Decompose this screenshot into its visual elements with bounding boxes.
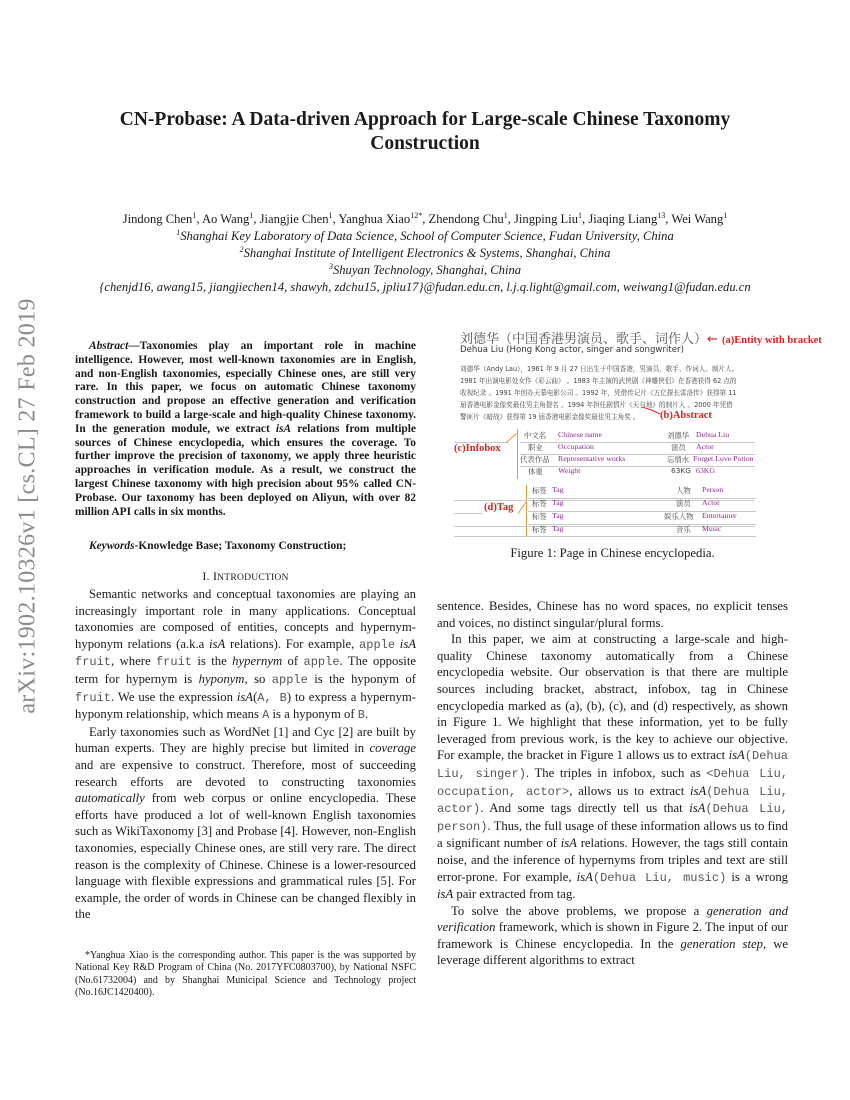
intro-left-column	[75, 586, 416, 923]
paragraph: sentence. Besides, Chinese has no word spaces, no explicit tenses and voices, no distinct singular/plural forms.	[437, 599, 788, 630]
author-list: Jindong Chen$^1$, Ao Wang$^1$, Jiangjie Chen$^1$, Yanghua Xiao$^{12*}$, Zhendong Chu$^1$, Jingping Liu$^1$, Jiaqing Liang$^{13}$, Wei Wang$^1$	[122, 211, 728, 226]
tag-row: 标签 Tag 音乐 Music	[532, 524, 722, 534]
affiliation-text: Shanghai Key Laboratory of Data Science, School of Computer Science, Fudan University, China	[180, 229, 674, 243]
author-affil-sup: 1	[578, 211, 583, 220]
label-d: (d)Tag	[484, 502, 514, 513]
paper-title	[60, 108, 790, 156]
affil-sup: 2	[239, 245, 244, 254]
label-b: (b)Abstract	[660, 410, 712, 421]
author: Zhendong Chu	[428, 212, 504, 226]
paragraph: In this paper, we aim at constructing a large-scale and high-quality Chinese taxonomy automatically from a Chinese encyclopedia website. Our observation is that there are multiple sources including bracket, abstract, infobox, tag in Chinese encyclopedia marked as (a), (b), (c), and (d) respectively, as shown in Figure 1. We highlight that these information, yet to be fully leveraged from previous work, is the key to achieve our objective. For example, the bracket in Figure 1 allows us to extract isA(Dehua Liu, singer). The triples in infobox, such as <Dehua Liu, occupation, actor>, allows us to extract isA(Dehua Liu, actor). And some tags directly tell us that isA(Dehua Liu, person). Thus, the full usage of these information allows us to find a significant number of isA relations. However, the tags still contain noise, and the inference of hypernyms from triples and text are still error-prone. For example, isA(Dehua Liu, music) is a wrong isA pair extracted from tag.	[437, 632, 789, 902]
abstract-line: 警匪片《暗战》获得第 19 届香港电影金像奖最佳男主角奖 。	[460, 413, 640, 421]
infobox-row: 职业 Occupation 演员 Actor	[528, 442, 714, 452]
title-line-2: Construction	[370, 133, 480, 154]
title-line-1: CN-Probase: A Data-driven Approach for Large-scale Chinese Taxonomy	[119, 109, 731, 130]
author: Jingping Liu	[514, 212, 579, 226]
abstract	[75, 340, 416, 519]
author-emails: {chenjd16, awang15, jiangjiechen14, shawyh, zdchu15, jpliu17}@fudan.edu.cn, l.j.q.light@gmail.com, weiwang1@fudan.edu.cn	[99, 280, 751, 294]
abstract-label: Abstract	[89, 340, 129, 352]
author-affil-sup: 1	[192, 211, 197, 220]
paragraph: Early taxonomies such as WordNet [1] and Cyc [2] are built by human experts. They are highly precise but limited in coverage and are expensive to construct. Therefore, most of succeeding research efforts are devoted to constructing taxonomies automatically from web corpus or online encyclopedia. These efforts have produced a lot of well-known English taxonomies such as WikiTaxonomy [3] and Probase [4]. However, non-English taxonomies, especially Chinese ones, are still very rare. The direct reason is the complexity of Chinese. Chinese is a lower-resourced language with flexible expressions and grammatical rules [5]. For example, the order of words in Chinese can be changed flexibly in the	[75, 724, 416, 922]
abstract-line: 刘德华（Andy Lau），1961 年 9 月 27 日出生于中国香港，男演员、歌手、作词人、制片人。	[460, 365, 739, 373]
author-block	[20, 211, 830, 296]
abstract-line: 届香港电影金像奖最佳男主角提名 。1994 年担任剧情片《天与地》的制片人 。2000 年凭借	[460, 401, 733, 409]
arrow-icon	[640, 406, 662, 416]
entity-en: Dehua Liu (Hong Kong actor, singer and songwriter)	[460, 345, 684, 355]
isa-term: isA	[275, 422, 292, 435]
author-affil-sup: 1	[723, 211, 728, 220]
label-a: (a)Entity with bracket	[722, 335, 822, 346]
infobox-row: 体重 Weight 63KG 63KG	[528, 466, 716, 476]
author: Wei Wang	[671, 212, 724, 226]
author-affil-sup: 1	[328, 211, 333, 220]
paragraph: Semantic networks and conceptual taxonomies are playing an increasingly important role in many applications. Conceptual taxonomies are composed of entities, concepts and hypernym-hyponym relations (a.k.a isA relations). For example, apple isA fruit, where fruit is the hypernym of apple. The opposite term for hypernym is hyponym, so apple is the hyponym of fruit. We use the expression isA(A, B) to express a hypernym-hyponym relationship, which means A is a hyponym of B.	[75, 587, 417, 723]
affiliation-text: Shanghai Institute of Intelligent Electronics & Systems, Shanghai, China	[243, 246, 611, 260]
arrow-left-icon: ←	[707, 332, 723, 347]
tag-row: 标签 Tag 演员 Actor	[532, 498, 720, 508]
abstract-line: 收视纪录 。1991 年创办天幕电影公司 。1992 年，凭借传记片《五亿探长雷洛传》获得第 11	[460, 389, 737, 397]
affil-sup: 1	[176, 228, 181, 237]
label-c: (c)Infobox	[454, 443, 501, 454]
infobox-row: 中文名 Chinese name 刘德华 Dehua Liu	[524, 430, 730, 440]
author: Yanghua Xiao	[338, 212, 411, 226]
author-affil-sup: 12*	[410, 211, 423, 220]
arxiv-stamp	[2, 296, 54, 716]
affiliation-text: Shuyan Technology, Shanghai, China	[332, 263, 522, 277]
affiliation-2	[20, 245, 830, 262]
author-affil-sup: 1	[249, 211, 254, 220]
abstract-line: 1981 年出演电影处女作《彩云曲》 。1983 年主演的武侠剧《神雕侠侣》在香港获得 62 点的	[460, 377, 737, 385]
keywords-label: Keywords	[89, 540, 135, 552]
author: Jiangjie Chen	[259, 212, 329, 226]
footnote: *Yanghua Xiao is the corresponding author. This paper is the was supported by National Key R&D Program of China (No. 2017YFC0803700), by National NSFC (No.61732004) and by Shanghai Municipal Science and Technology project (No.16JC1420400).	[75, 950, 416, 999]
abstract-text: —Taxonomies play an important role in machine intelligence. However, most well-known taxonomies are in English, and non-English taxonomies, especially Chinese ones, are still very rare. In this paper, we focus on automatic Chinese taxonomy construction and propose an effective generation and verification framework to build a large-scale and high-quality Chinese taxonomy. In the generation module, we extract	[75, 340, 416, 435]
affil-sup: 3	[328, 262, 333, 271]
author-affil-sup: 13	[657, 211, 666, 220]
section-initial: I	[212, 569, 218, 583]
author-affil-sup: 1	[503, 211, 508, 220]
tag-row: 标签 Tag 人物 Person	[532, 485, 724, 495]
intro-right-column	[437, 598, 788, 969]
figure-1	[440, 328, 822, 538]
paragraph: To solve the above problems, we propose a generation and verification framework, which is shown in Figure 2. The input of our framework is Chinese encyclopedia. In the generation step, we leverage different algorithms to extract	[437, 903, 788, 968]
tag-row: 标签 Tag 娱乐人物 Entertainer	[532, 511, 737, 521]
affiliation-3	[20, 262, 830, 279]
abstract-text-cont: relations from multiple sources of Chinese encyclopedia, which ensures the coverage. To further improve the precision of taxonomy, we apply three heuristic approaches in verification module. As a result, we construct the largest Chinese taxonomy with high precision about 95% called CN-Probase. Our taxonomy has been deployed on Aliyun, with over 82 million API calls in six months.	[75, 422, 416, 518]
affiliation-1	[20, 228, 830, 245]
section-heading-introduction	[75, 569, 416, 584]
keywords	[75, 540, 416, 552]
figure-abstract	[460, 363, 760, 423]
infobox-row: 代表作品 Representative works 忘情水 Forget Love Potion	[520, 454, 754, 464]
arxiv-stamp-text: arXiv:1902.10326v1 [cs.CL] 27 Feb 2019	[14, 298, 41, 714]
author: Ao Wang	[201, 212, 250, 226]
author: Jindong Chen	[122, 212, 193, 226]
author: Jiaqing Liang	[588, 212, 658, 226]
section-number: I.	[202, 569, 213, 583]
section-smallcaps: NTRODUCTION	[217, 572, 289, 583]
keywords-text: -Knowledge Base; Taxonomy Construction;	[134, 540, 347, 552]
figure-1-caption: Figure 1: Page in Chinese encyclopedia.	[510, 546, 715, 560]
entity-cn: 刘德华（中国香港男演员、歌手、词作人）	[460, 332, 708, 347]
